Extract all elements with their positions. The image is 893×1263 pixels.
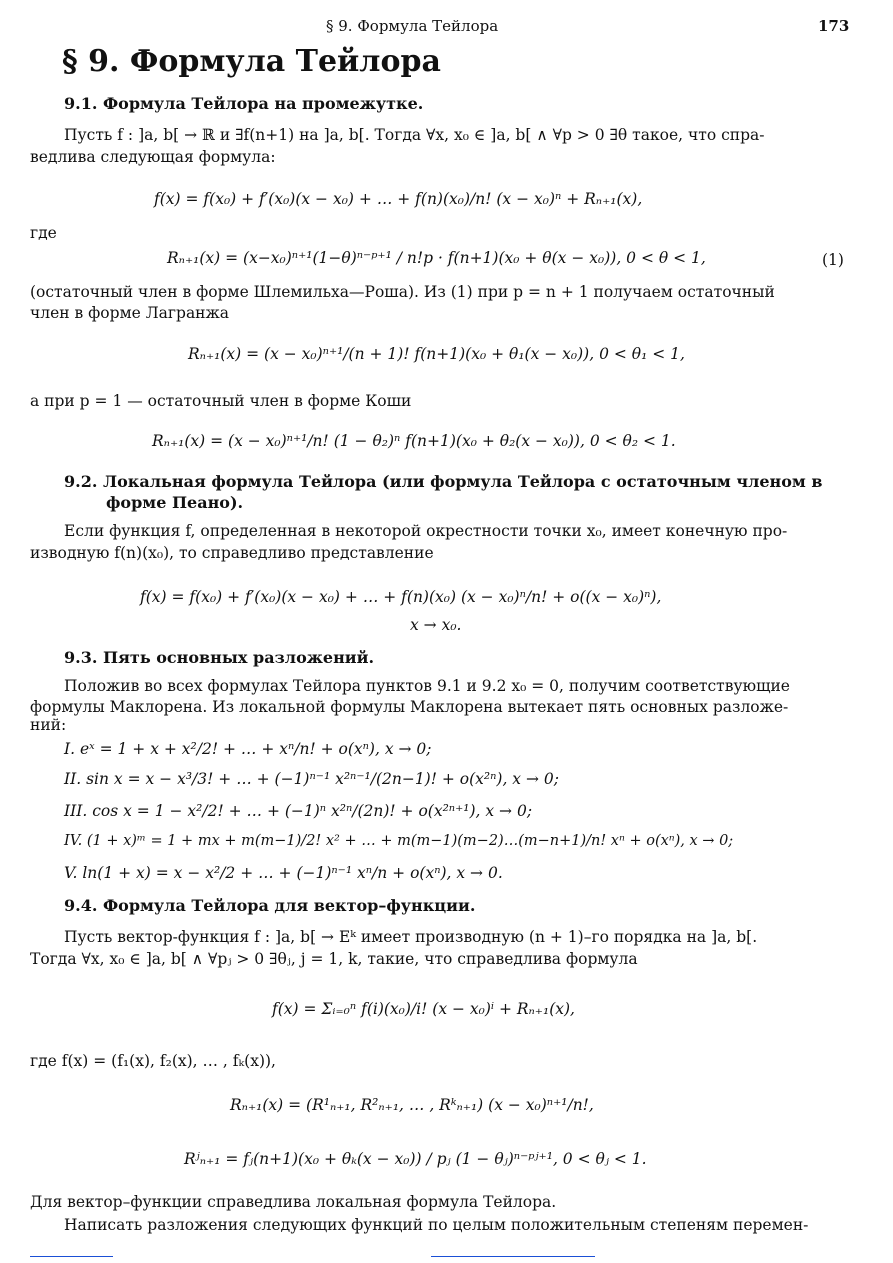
vector-taylor-sum: f(x) = Σᵢ₌₀ⁿ f(i)(x₀)/i! (x − x₀)ⁱ + Rₙ₊₁(x), [272,1000,575,1018]
page-number: 173 [818,17,850,35]
expansion-binomial: IV. (1 + x)ᵐ = 1 + mx + m(m−1)/2! x² + … + m(m−1)(m−2)…(m−n+1)/n! xⁿ + o(xⁿ), x → 0; [64,833,734,849]
expansion-exp: I. eˣ = 1 + x + x²/2! + … + xⁿ/n! + o(xⁿ), x → 0; [64,740,432,758]
section-9-4-text-line4: Написать разложения следующих функций по целым положительным степеням перемен- [64,1216,809,1234]
component-remainder: Rʲₙ₊₁ = fⱼ(n+1)(x₀ + θₖ(x − x₀)) / pⱼ (1 − θⱼ)ⁿ⁻ᵖʲ⁺¹, 0 < θⱼ < 1. [184,1150,647,1168]
cauchy-remainder: Rₙ₊₁(x) = (x − x₀)ⁿ⁺¹/n! (1 − θ₂)ⁿ f(n+1)(x₀ + θ₂(x − x₀)), 0 < θ₂ < 1. [152,432,676,450]
section-9-2-heading-line1: 9.2. Локальная формула Тейлора (или формула Тейлора с остаточным членом в [64,472,823,491]
vector-remainder: Rₙ₊₁(x) = (R¹ₙ₊₁, R²ₙ₊₁, … , Rᵏₙ₊₁) (x − x₀)ⁿ⁺¹/n!, [230,1096,594,1114]
section-9-1-text-line2: член в форме Лагранжа [30,304,230,322]
link-underline-left[interactable] [30,1256,113,1257]
section-9-1-text-line3: а при p = 1 — остаточный член в форме Коши [30,392,412,410]
where-label: где [30,224,57,242]
section-9-3-heading: 9.3. Пять основных разложений. [64,648,375,667]
section-9-1-heading: 9.1. Формула Тейлора на промежутке. [64,94,424,113]
section-9-2-text-line2: изводную f(n)(x₀), то справедливо представление [30,544,434,562]
link-underline-center[interactable] [431,1256,595,1257]
section-9-3-text-line2: формулы Маклорена. Из локальной формулы Маклорена вытекает пять основных разложе- [30,698,789,716]
peano-condition: x → x₀. [410,616,462,634]
running-header: § 9. Формула Тейлора [326,17,499,35]
section-9-4-text-line2: Тогда ∀x, x₀ ∈ ]a, b[ ∧ ∀pⱼ > 0 ∃θⱼ, j = 1, k, такие, что справедлива формула [30,950,638,968]
expansion-cos: III. cos x = 1 − x²/2! + … + (−1)ⁿ x²ⁿ/(2n)! + o(x²ⁿ⁺¹), x → 0; [64,802,533,820]
section-9-4-text-line1: Пусть вектор-функция f : ]a, b[ → Eᵏ имеет производную (n + 1)–го порядка на ]a, b[. [64,928,758,946]
section-9-4-heading: 9.4. Формула Тейлора для вектор–функции. [64,896,476,915]
section-9-3-text-line3: ний: [30,716,67,734]
section-9-1-text-line1: (остаточный член в форме Шлемильха—Роша). Из (1) при p = n + 1 получаем остаточный [30,283,775,301]
peano-formula: f(x) = f(x₀) + f′(x₀)(x − x₀) + … + f(n)(x₀) (x − x₀)ⁿ/n! + o((x − x₀)ⁿ), [140,588,662,606]
expansion-log: V. ln(1 + x) = x − x²/2 + … + (−1)ⁿ⁻¹ xⁿ/n + o(xⁿ), x → 0. [64,864,503,882]
section-9-1-intro-line1: Пусть f : ]a, b[ → ℝ и ∃f(n+1) на ]a, b[. Тогда ∀x, x₀ ∈ ]a, b[ ∧ ∀p > 0 ∃θ такое, что спра- [64,126,765,144]
lagrange-remainder: Rₙ₊₁(x) = (x − x₀)ⁿ⁺¹/(n + 1)! f(n+1)(x₀ + θ₁(x − x₀)), 0 < θ₁ < 1, [188,345,685,363]
section-9-2-text-line1: Если функция f, определенная в некоторой окрестности точки x₀, имеет конечную про- [64,522,788,540]
equation-number: (1) [822,251,844,269]
section-9-3-text-line1: Положив во всех формулах Тейлора пунктов 9.1 и 9.2 x₀ = 0, получим соответствующие [64,677,790,695]
section-9-1-intro-line2: ведлива следующая формула: [30,148,276,166]
section-9-2-heading-line2: форме Пеано). [106,493,244,512]
taylor-formula-main: f(x) = f(x₀) + f′(x₀)(x − x₀) + … + f(n)(x₀)/n! (x − x₀)ⁿ + Rₙ₊₁(x), [154,190,643,208]
expansion-sin: II. sin x = x − x³/3! + … + (−1)ⁿ⁻¹ x²ⁿ⁻¹/(2n−1)! + o(x²ⁿ), x → 0; [64,770,559,788]
remainder-formula: Rₙ₊₁(x) = (x−x₀)ⁿ⁺¹(1−θ)ⁿ⁻ᵖ⁺¹ / n!p · f(n+1)(x₀ + θ(x − x₀)), 0 < θ < 1, [167,249,706,267]
page-title: § 9. Формула Тейлора [62,44,441,79]
vector-function-definition: где f(x) = (f₁(x), f₂(x), … , fₖ(x)), [30,1052,276,1070]
section-9-4-text-line3: Для вектор–функции справедлива локальная формула Тейлора. [30,1193,557,1211]
